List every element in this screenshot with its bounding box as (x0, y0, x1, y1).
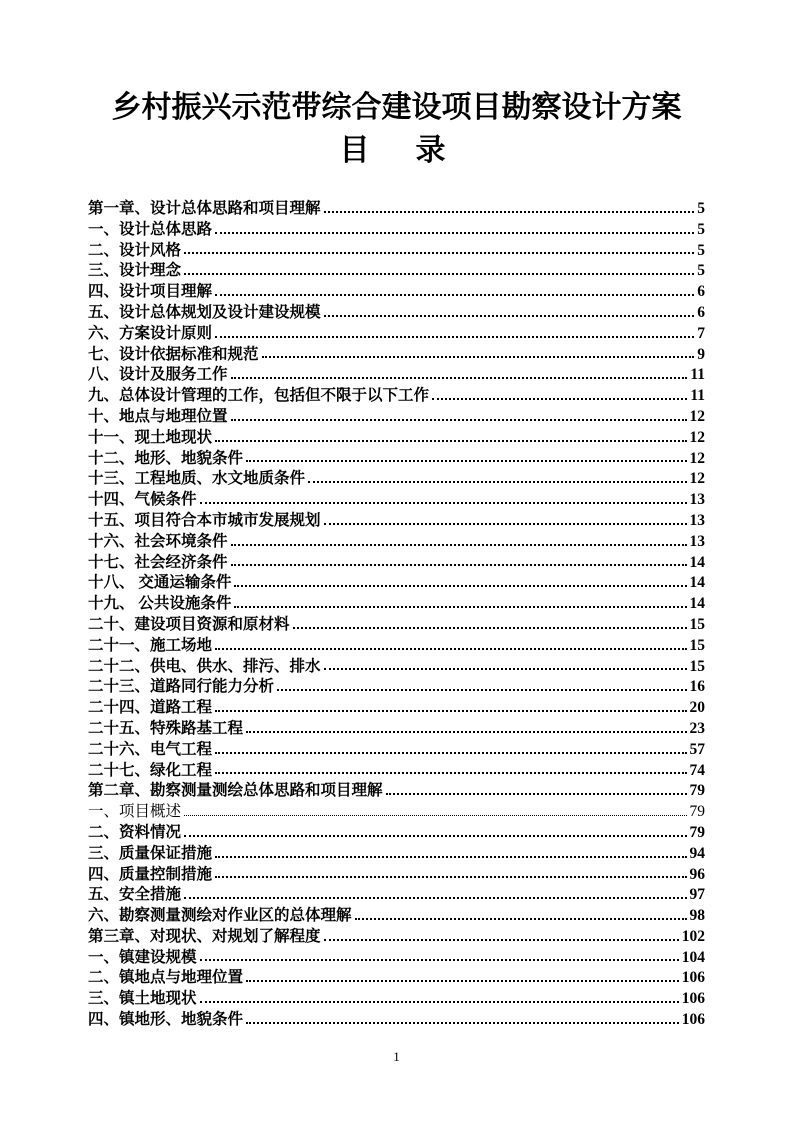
toc-entry[interactable] (88, 695, 705, 716)
toc-entry[interactable] (88, 570, 705, 591)
dot-leader (215, 648, 686, 650)
toc-entry-page: 6 (697, 283, 705, 301)
toc-entry[interactable] (88, 986, 705, 1007)
toc-entry-label[interactable]: 第三章、对现状、对规划了解程度 (88, 927, 321, 945)
toc-heading: 目 录 (339, 134, 454, 167)
toc-entry-label[interactable]: 十七、社会经济条件 (88, 553, 228, 571)
toc-entry-page: 106 (681, 1011, 705, 1029)
toc-entry-label[interactable]: 八、设计及服务工作 (88, 366, 228, 384)
toc-entry-page: 104 (681, 948, 705, 966)
dot-leader (184, 815, 686, 816)
toc-entry-page: 11 (690, 366, 705, 384)
toc-entry[interactable] (88, 217, 705, 238)
dot-leader (215, 710, 686, 712)
toc-entry-label[interactable]: 十三、工程地质、水文地质条件 (88, 470, 306, 488)
toc-entry-label[interactable]: 一、项目概述 (88, 803, 182, 821)
dot-leader (432, 398, 687, 400)
dot-leader (234, 585, 686, 587)
dot-leader (184, 835, 686, 837)
toc-entry[interactable] (88, 758, 705, 779)
dot-leader (215, 752, 686, 754)
toc-entry[interactable] (88, 591, 705, 612)
dot-leader (293, 627, 687, 629)
toc-entry-label[interactable]: 六、方案设计原则 (88, 324, 213, 342)
toc-entry[interactable] (88, 1007, 705, 1028)
toc-entry-page: 14 (689, 553, 705, 571)
toc-entry[interactable] (88, 924, 705, 945)
document-title: 乡村振兴示范带综合建设项目勘察设计方案 (111, 91, 682, 124)
toc-entry-page: 79 (689, 782, 705, 800)
toc-entry-label[interactable]: 二十二、供电、供水、排污、排水 (88, 657, 321, 675)
toc-entry-page: 5 (697, 262, 705, 280)
toc-entry-label[interactable]: 十二、地形、地貌条件 (88, 449, 244, 467)
dot-leader (200, 959, 679, 961)
toc-entry-label[interactable]: 第二章、勘察测量测绘总体思路和项目理解 (88, 782, 383, 800)
toc-entry[interactable] (88, 674, 705, 695)
toc-entry-label[interactable]: 十六、社会环境条件 (88, 532, 228, 550)
dot-leader (215, 856, 686, 858)
toc-entry-page: 12 (689, 407, 705, 425)
dot-leader (246, 980, 679, 982)
toc-entry-label[interactable]: 十、地点与地理位置 (88, 407, 228, 425)
toc-entry-page: 97 (689, 886, 705, 904)
toc-entry-label[interactable]: 二十、建设项目资源和原材料 (88, 615, 290, 633)
toc-entry[interactable] (88, 550, 705, 571)
toc-entry-page: 12 (689, 428, 705, 446)
toc-entry-label[interactable]: 五、设计总体规划及设计建设规模 (88, 303, 321, 321)
toc-entry-page: 14 (689, 574, 705, 592)
toc-entry-page: 79 (689, 823, 705, 841)
toc-entry[interactable] (88, 466, 705, 487)
dot-leader (215, 336, 694, 338)
toc-entry-label[interactable]: 二十六、电气工程 (88, 740, 213, 758)
dot-leader (324, 315, 695, 317)
toc-entry[interactable] (88, 654, 705, 675)
toc-entry-page: 11 (690, 387, 705, 405)
toc-entry[interactable] (88, 882, 705, 903)
dot-leader (386, 793, 687, 795)
toc-entry[interactable] (88, 716, 705, 737)
dot-leader (215, 232, 694, 234)
toc-entry[interactable] (88, 799, 705, 820)
toc-entry-label[interactable]: 三、镇土地现状 (88, 990, 197, 1008)
dot-leader (184, 897, 686, 899)
toc-entry-page: 15 (689, 636, 705, 654)
toc-entry-page: 16 (689, 678, 705, 696)
toc-entry-label[interactable]: 二、设计风格 (88, 241, 182, 259)
toc-entry-page: 106 (681, 990, 705, 1008)
toc-entry[interactable] (88, 362, 705, 383)
toc-entry-label[interactable]: 五、安全措施 (88, 886, 182, 904)
toc-entry[interactable] (88, 862, 705, 883)
dot-leader (184, 273, 694, 275)
toc-entry-page: 20 (689, 699, 705, 717)
toc-entry-page: 6 (697, 303, 705, 321)
toc-entry-label[interactable]: 四、镇地形、地貌条件 (88, 1011, 244, 1029)
dot-leader (246, 460, 686, 462)
toc-entry[interactable] (88, 238, 705, 259)
dot-leader (277, 689, 686, 691)
toc-entry-label[interactable]: 九、总体设计管理的工作，包括但不限于以下工作 (88, 387, 430, 405)
toc-entry-page: 74 (689, 761, 705, 779)
toc-entry[interactable] (88, 383, 705, 404)
toc-entry-page: 96 (689, 865, 705, 883)
toc-entry-label[interactable]: 二十四、道路工程 (88, 699, 213, 717)
toc-entry-label[interactable]: 二十一、施工场地 (88, 636, 213, 654)
toc-entry-label[interactable]: 六、勘察测量测绘对作业区的总体理解 (88, 907, 352, 925)
toc-entry-label[interactable]: 二十七、绿化工程 (88, 761, 213, 779)
toc-entry-label[interactable]: 七、设计依据标准和规范 (88, 345, 259, 363)
toc-entry[interactable] (88, 425, 705, 446)
toc-entry-page: 98 (689, 907, 705, 925)
dot-leader (231, 544, 687, 546)
toc-entry[interactable] (88, 279, 705, 300)
toc-entry-label[interactable]: 二、资料情况 (88, 823, 182, 841)
toc-entry[interactable] (88, 508, 705, 529)
toc-entry[interactable] (88, 945, 705, 966)
toc-entry[interactable] (88, 404, 705, 425)
toc-entry-page: 5 (697, 220, 705, 238)
toc-entry-page: 12 (689, 470, 705, 488)
toc-entry[interactable] (88, 487, 705, 508)
toc-entry[interactable] (88, 841, 705, 862)
dot-leader (200, 1001, 679, 1003)
toc-entry-label[interactable]: 十八、 交通运输条件 (88, 574, 232, 592)
toc-entry[interactable] (88, 903, 705, 924)
dot-leader (231, 419, 687, 421)
dot-leader (184, 252, 694, 254)
toc-entry-label[interactable]: 二十五、特殊路基工程 (88, 719, 244, 737)
toc-entry-page: 9 (697, 345, 705, 363)
dot-leader (262, 356, 695, 358)
toc-entry-label[interactable]: 十四、气候条件 (88, 491, 197, 509)
dot-leader (215, 876, 686, 878)
toc-entry-label[interactable]: 四、质量控制措施 (88, 865, 213, 883)
dot-leader (231, 564, 687, 566)
toc-entry[interactable] (88, 321, 705, 342)
toc-entry[interactable] (88, 778, 705, 799)
dot-leader (324, 939, 679, 941)
toc-entry-label[interactable]: 二、镇地点与地理位置 (88, 969, 244, 987)
toc-entry[interactable] (88, 300, 705, 321)
toc-entry-page: 79 (689, 803, 705, 821)
toc-entry-page: 13 (689, 491, 705, 509)
dot-leader (215, 440, 686, 442)
toc-entry-page: 102 (681, 927, 705, 945)
toc-entry-label[interactable]: 一、镇建设规模 (88, 948, 197, 966)
dot-leader (246, 1022, 679, 1024)
toc-entry-label[interactable]: 一、设计总体思路 (88, 220, 213, 238)
toc-entry-page: 94 (689, 844, 705, 862)
dot-leader (324, 668, 687, 670)
dot-leader (246, 731, 686, 733)
toc-entry-page: 15 (689, 657, 705, 675)
dot-leader (215, 294, 694, 296)
toc-entry[interactable] (88, 196, 705, 217)
toc-entry-label[interactable]: 三、质量保证措施 (88, 844, 213, 862)
footer-page-number: 1 (393, 1049, 400, 1064)
toc-entry-label[interactable]: 第一章、设计总体思路和项目理解 (88, 200, 321, 217)
toc-entry-label[interactable]: 四、设计项目理解 (88, 283, 213, 301)
toc-entry[interactable] (88, 820, 705, 841)
toc-entry-page: 5 (697, 200, 705, 217)
toc-entry-page: 12 (689, 449, 705, 467)
toc-entry-page: 13 (689, 532, 705, 550)
toc-entry[interactable] (88, 446, 705, 467)
dot-leader (200, 502, 687, 504)
toc-entry-label[interactable]: 二十三、道路同行能力分析 (88, 678, 275, 696)
dot-leader (324, 211, 695, 213)
dot-leader (324, 523, 687, 525)
toc-entry-page: 23 (689, 719, 705, 737)
dot-leader (215, 772, 686, 774)
toc-entry[interactable] (88, 737, 705, 758)
toc-entry[interactable] (88, 612, 705, 633)
toc-entry-page: 5 (697, 241, 705, 259)
toc-entry-page: 57 (689, 740, 705, 758)
toc-entry-page: 106 (681, 969, 705, 987)
toc-entry-label[interactable]: 三、设计理念 (88, 262, 182, 280)
dot-leader (308, 481, 686, 483)
toc-entry-page: 14 (689, 595, 705, 613)
toc-entry[interactable] (88, 342, 705, 363)
dot-leader (355, 918, 687, 920)
toc-list (88, 196, 705, 1028)
toc-entry-label[interactable]: 十九、 公共设施条件 (88, 595, 232, 613)
toc-entry-label[interactable]: 十五、项目符合本市城市发展规划 (88, 511, 321, 529)
dot-leader (231, 377, 688, 379)
toc-entry[interactable] (88, 633, 705, 654)
toc-entry-label[interactable]: 十一、现土地现状 (88, 428, 213, 446)
toc-entry[interactable] (88, 529, 705, 550)
toc-entry-page: 7 (697, 324, 705, 342)
toc-entry-page: 13 (689, 511, 705, 529)
toc-entry[interactable] (88, 965, 705, 986)
toc-entry-page: 15 (689, 615, 705, 633)
toc-entry[interactable] (88, 258, 705, 279)
dot-leader (234, 606, 686, 608)
